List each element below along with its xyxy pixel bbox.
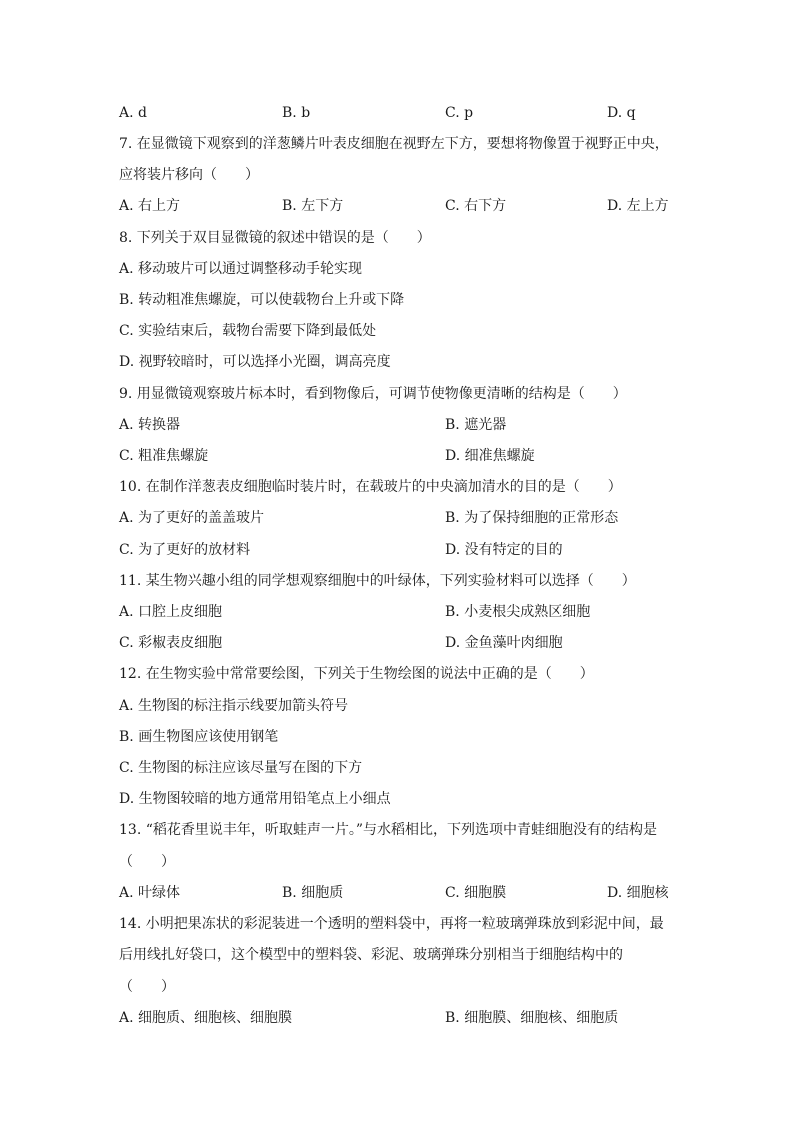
q11-option-a: A. 口腔上皮细胞 <box>119 604 223 620</box>
q7-stem-line2: 应将装片移向（ ） <box>119 167 259 183</box>
q12-option-c: C. 生物图的标注应该尽量写在图的下方 <box>119 760 363 776</box>
q8-option-d: D. 视野较暗时，可以选择小光圈，调高亮度 <box>119 354 391 370</box>
q11-option-b: B. 小麦根尖成熟区细胞 <box>445 604 591 620</box>
q12-stem: 12. 在生物实验中常常要绘图，下列关于生物绘图的说法中正确的是（ ） <box>119 666 594 682</box>
q12-option-d: D. 生物图较暗的地方通常用铅笔点上小细点 <box>119 791 391 807</box>
q8-option-c: C. 实验结束后，载物台需要下降到最低处 <box>119 323 377 339</box>
q11-option-c: C. 彩椒表皮细胞 <box>119 635 223 651</box>
q13-option-b: B. 细胞质 <box>282 885 344 901</box>
q12-option-a: A. 生物图的标注指示线要加箭头符号 <box>119 698 349 714</box>
q14-option-a: A. 细胞质、细胞核、细胞膜 <box>119 1010 293 1026</box>
q7-option-a: A. 右上方 <box>119 198 181 214</box>
q9-stem: 9. 用显微镜观察玻片标本时，看到物像后，可调节使物像更清晰的结构是（ ） <box>119 386 627 402</box>
q8-option-b: B. 转动粗准焦螺旋，可以使载物台上升或下降 <box>119 292 405 308</box>
q7-stem-line1: 7. 在显微镜下观察到的洋葱鳞片叶表皮细胞在视野左下方，要想将物像置于视野正中央， <box>119 136 669 152</box>
q14-stem-line3: （ ） <box>119 979 175 995</box>
q11-stem: 11. 某生物兴趣小组的同学想观察细胞中的叶绿体，下列实验材料可以选择（ ） <box>119 573 636 589</box>
q10-stem: 10. 在制作洋葱表皮细胞临时装片时，在载玻片的中央滴加清水的目的是（ ） <box>119 479 622 495</box>
q13-option-d: D. 细胞核 <box>607 885 669 901</box>
q9-option-b: B. 遮光器 <box>445 417 507 433</box>
q6-option-b: B. b <box>282 105 311 121</box>
q8-stem: 8. 下列关于双目显微镜的叙述中错误的是（ ） <box>119 230 431 246</box>
q10-option-d: D. 没有特定的目的 <box>445 542 563 558</box>
q7-option-c: C. 右下方 <box>445 198 507 214</box>
q9-option-d: D. 细准焦螺旋 <box>445 448 535 464</box>
q9-option-c: C. 粗准焦螺旋 <box>119 448 209 464</box>
q13-stem-line1: 13. “稻花香里说丰年，听取蛙声一片。”与水稻相比，下列选项中青蛙细胞没有的结构是 <box>119 822 658 838</box>
q13-stem-line2: （ ） <box>119 854 175 870</box>
q14-option-b: B. 细胞膜、细胞核、细胞质 <box>445 1010 619 1026</box>
q13-option-c: C. 细胞膜 <box>445 885 507 901</box>
q14-stem-line2: 后用线扎好袋口，这个模型中的塑料袋、彩泥、玻璃弹珠分别相当于细胞结构中的 <box>119 947 623 963</box>
q10-option-b: B. 为了保持细胞的正常形态 <box>445 510 619 526</box>
q8-option-a: A. 移动玻片可以通过调整移动手轮实现 <box>119 261 363 277</box>
q14-stem-line1: 14. 小明把果冻状的彩泥装进一个透明的塑料袋中，再将一粒玻璃弹珠放到彩泥中间，最 <box>119 916 664 932</box>
q12-option-b: B. 画生物图应该使用钢笔 <box>119 729 279 745</box>
q6-option-a: A. d <box>119 105 147 121</box>
q7-option-d: D. 左上方 <box>607 198 669 214</box>
q10-option-a: A. 为了更好的盖盖玻片 <box>119 510 265 526</box>
q11-option-d: D. 金鱼藻叶肉细胞 <box>445 635 563 651</box>
q13-option-a: A. 叶绿体 <box>119 885 181 901</box>
q9-option-a: A. 转换器 <box>119 417 181 433</box>
q7-option-b: B. 左下方 <box>282 198 344 214</box>
q6-option-d: D. q <box>607 105 636 121</box>
q6-option-c: C. p <box>445 105 474 121</box>
q10-option-c: C. 为了更好的放材料 <box>119 542 251 558</box>
